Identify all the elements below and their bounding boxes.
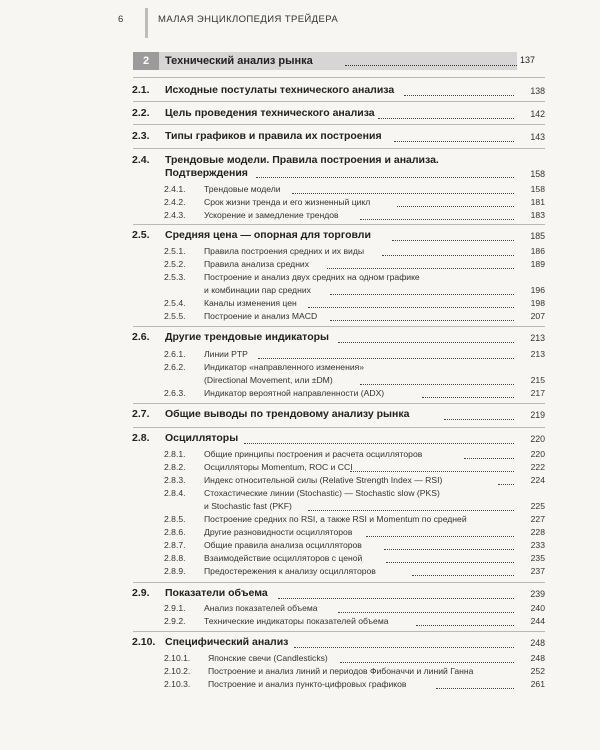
subsection-title: Общие правила анализа осцилляторов	[204, 540, 362, 550]
section-number: 2.8.	[132, 432, 150, 444]
section-number: 2.3.	[132, 130, 150, 142]
subsection-number: 2.8.9.	[164, 566, 186, 576]
section-page: 220	[530, 434, 545, 444]
subsection-number: 2.4.1.	[164, 184, 186, 194]
leader-dots	[404, 95, 514, 96]
subsection-page: 240	[530, 603, 545, 613]
leader-dots	[382, 255, 514, 256]
leader-dots	[278, 598, 514, 599]
subsection-page: 181	[530, 197, 545, 207]
section-page: 248	[530, 638, 545, 648]
chapter-title: Технический анализ рынка	[165, 55, 313, 67]
subsection-title: Построение и анализ двух средних на одном графике	[204, 272, 420, 282]
page-number: 6	[118, 14, 124, 25]
subsection-title: Каналы изменения цен	[204, 298, 297, 308]
subsection-page: 244	[530, 616, 545, 626]
subsection-page: 227	[530, 514, 545, 524]
subsection-page: 248	[530, 653, 545, 663]
subsection-number: 2.5.1.	[164, 246, 186, 256]
subsection-title: Линии PTP	[204, 349, 248, 359]
subsection-number: 2.10.2.	[164, 666, 191, 676]
leader-dots	[330, 294, 514, 295]
subsection-title: Стохастические линии (Stochastic) — Stochastic slow (PKS)	[204, 488, 440, 498]
subsection-title: Общие принципы построения и расчета осцилляторов	[204, 449, 423, 459]
subsection-title: Взаимодействие осцилляторов с ценой	[204, 553, 363, 563]
leader-dots	[416, 625, 514, 626]
subsection-number: 2.8.6.	[164, 527, 186, 537]
subsection-number: 2.6.3.	[164, 388, 186, 398]
subsection-page: 220	[530, 449, 545, 459]
subsection-number: 2.8.5.	[164, 514, 186, 524]
leader-dots	[378, 118, 514, 119]
section-title: Показатели объема	[165, 587, 268, 599]
leader-dots	[256, 177, 514, 178]
section-page: 143	[530, 132, 545, 142]
subsection-number: 2.5.5.	[164, 311, 186, 321]
subsection-title: Индикатор «направленного изменения»	[204, 362, 365, 372]
subsection-page: 222	[530, 462, 545, 472]
subsection-number: 2.8.2.	[164, 462, 186, 472]
leader-dots	[308, 307, 514, 308]
subsection-title-cont: (Directional Movement, или ±DM)	[204, 375, 333, 385]
subsection-number: 2.6.1.	[164, 349, 186, 359]
subsection-number: 2.10.3.	[164, 679, 191, 689]
subsection-number: 2.8.3.	[164, 475, 186, 485]
leader-dots	[392, 240, 514, 241]
subsection-page: 224	[530, 475, 545, 485]
subsection-title: Другие разновидности осцилляторов	[204, 527, 353, 537]
subsection-title: Правила построения средних и их виды	[204, 246, 365, 256]
leader-dots	[360, 219, 514, 220]
leader-dots	[338, 342, 514, 343]
leader-dots	[330, 320, 514, 321]
section-rule	[133, 148, 545, 149]
section-number: 2.6.	[132, 331, 150, 343]
section-rule	[133, 582, 545, 583]
section-number: 2.2.	[132, 107, 150, 119]
leader-dots	[366, 536, 514, 537]
subsection-number: 2.5.3.	[164, 272, 186, 282]
leader-dots	[444, 419, 514, 420]
subsection-page: 261	[530, 679, 545, 689]
section-page: 239	[530, 589, 545, 599]
leader-dots	[384, 549, 514, 550]
subsection-number: 2.5.2.	[164, 259, 186, 269]
leader-dots	[498, 484, 514, 485]
subsection-title: Построение и анализ линий и периодов Фибоначчи и линий Ганна	[208, 666, 474, 676]
leader-dots	[338, 612, 514, 613]
subsection-page: 225	[530, 501, 545, 511]
subsection-title: Предостережения к анализу осцилляторов	[204, 566, 376, 576]
subsection-number: 2.8.1.	[164, 449, 186, 459]
leader-dots	[308, 510, 514, 511]
subsection-title: Индекс относительной силы (Relative Strength Index — RSI)	[204, 475, 443, 485]
section-rule	[133, 326, 545, 327]
subsection-page: 183	[530, 210, 545, 220]
section-rule	[133, 403, 545, 404]
subsection-page: 186	[530, 246, 545, 256]
section-page: 138	[530, 86, 545, 96]
leader-dots	[258, 358, 514, 359]
subsection-page: 233	[530, 540, 545, 550]
leader-dots	[394, 141, 514, 142]
section-number: 2.10.	[132, 636, 156, 648]
subsection-number: 2.10.1.	[164, 653, 191, 663]
leader-dots	[464, 458, 514, 459]
leader-dots	[360, 384, 514, 385]
subsection-page: 189	[530, 259, 545, 269]
subsection-number: 2.5.4.	[164, 298, 186, 308]
section-rule	[133, 101, 545, 102]
subsection-title-cont: и Stochastic fast (PKF)	[204, 501, 292, 511]
section-title: Другие трендовые индикаторы	[165, 331, 329, 343]
subsection-title: Построение и анализ пункто-цифровых графиков	[208, 679, 407, 689]
leader-dots	[350, 471, 514, 472]
leader-dots	[397, 206, 514, 207]
subsection-number: 2.4.2.	[164, 197, 186, 207]
section-title-cont: Подтверждения	[165, 167, 248, 179]
subsection-page: 158	[530, 184, 545, 194]
leader-dots	[422, 397, 514, 398]
subsection-page: 235	[530, 553, 545, 563]
leader-dots	[292, 193, 514, 194]
section-title: Исходные постулаты технического анализа	[165, 84, 395, 96]
subsection-number: 2.9.1.	[164, 603, 186, 613]
subsection-number: 2.8.4.	[164, 488, 186, 498]
leader-dots	[412, 575, 514, 576]
section-title: Типы графиков и правила их построения	[165, 130, 382, 142]
section-number: 2.4.	[132, 154, 150, 166]
subsection-number: 2.8.8.	[164, 553, 186, 563]
section-number: 2.7.	[132, 408, 150, 420]
subsection-page: 252	[530, 666, 545, 676]
subsection-title: Анализ показателей объема	[204, 603, 318, 613]
section-number: 2.5.	[132, 229, 150, 241]
subsection-page: 207	[530, 311, 545, 321]
running-head-bar	[145, 8, 148, 38]
subsection-page: 213	[530, 349, 545, 359]
leader-dots	[436, 688, 514, 689]
leader-dots	[340, 662, 514, 663]
section-page: 158	[530, 169, 545, 179]
subsection-title: Срок жизни тренда и его жизненный цикл	[204, 197, 371, 207]
subsection-title: Правила анализа средних	[204, 259, 310, 269]
subsection-page: 196	[530, 285, 545, 295]
subsection-title-cont: и комбинации пар средних	[204, 285, 311, 295]
section-page: 185	[530, 231, 545, 241]
subsection-number: 2.9.2.	[164, 616, 186, 626]
leader-dots	[244, 443, 514, 444]
subsection-page: 217	[530, 388, 545, 398]
running-title: МАЛАЯ ЭНЦИКЛОПЕДИЯ ТРЕЙДЕРА	[158, 14, 339, 25]
section-page: 213	[530, 333, 545, 343]
section-title: Специфический анализ	[165, 636, 289, 648]
section-rule	[133, 427, 545, 428]
subsection-title: Построение средних по RSI, а также RSI и Momentum по средней	[204, 514, 467, 524]
subsection-number: 2.6.2.	[164, 362, 186, 372]
leader-dots	[386, 562, 514, 563]
subsection-number: 2.4.3.	[164, 210, 186, 220]
leader-dots	[327, 268, 514, 269]
section-title: Трендовые модели. Правила построения и анализа.	[165, 154, 439, 166]
chapter-number: 2	[133, 52, 159, 70]
section-rule	[133, 77, 545, 78]
section-rule	[133, 124, 545, 125]
section-page: 219	[530, 410, 545, 420]
subsection-number: 2.8.7.	[164, 540, 186, 550]
leader-dots	[294, 647, 514, 648]
subsection-title: Осцилляторы Momentum, ROC и CCI	[204, 462, 353, 472]
subsection-title: Японские свечи (Candlesticks)	[208, 653, 328, 663]
subsection-page: 228	[530, 527, 545, 537]
subsection-title: Построение и анализ MACD	[204, 311, 318, 321]
section-title: Средняя цена — опорная для торговли	[165, 229, 371, 241]
section-title: Цель проведения технического анализа	[165, 107, 375, 119]
subsection-page: 198	[530, 298, 545, 308]
section-number: 2.9.	[132, 587, 150, 599]
chapter-page: 137	[520, 55, 536, 65]
subsection-title: Технические индикаторы показателей объема	[204, 616, 389, 626]
subsection-page: 237	[530, 566, 545, 576]
section-rule	[133, 631, 545, 632]
section-rule	[133, 224, 545, 225]
subsection-title: Ускорение и замедление трендов	[204, 210, 339, 220]
subsection-page: 215	[530, 375, 545, 385]
section-number: 2.1.	[132, 84, 150, 96]
section-title: Осцилляторы	[165, 432, 239, 444]
subsection-title: Трендовые модели	[204, 184, 281, 194]
chapter-leader	[345, 65, 517, 66]
section-title: Общие выводы по трендовому анализу рынка	[165, 408, 410, 420]
subsection-title: Индикатор вероятной направленности (ADX)	[204, 388, 385, 398]
section-page: 142	[530, 109, 545, 119]
